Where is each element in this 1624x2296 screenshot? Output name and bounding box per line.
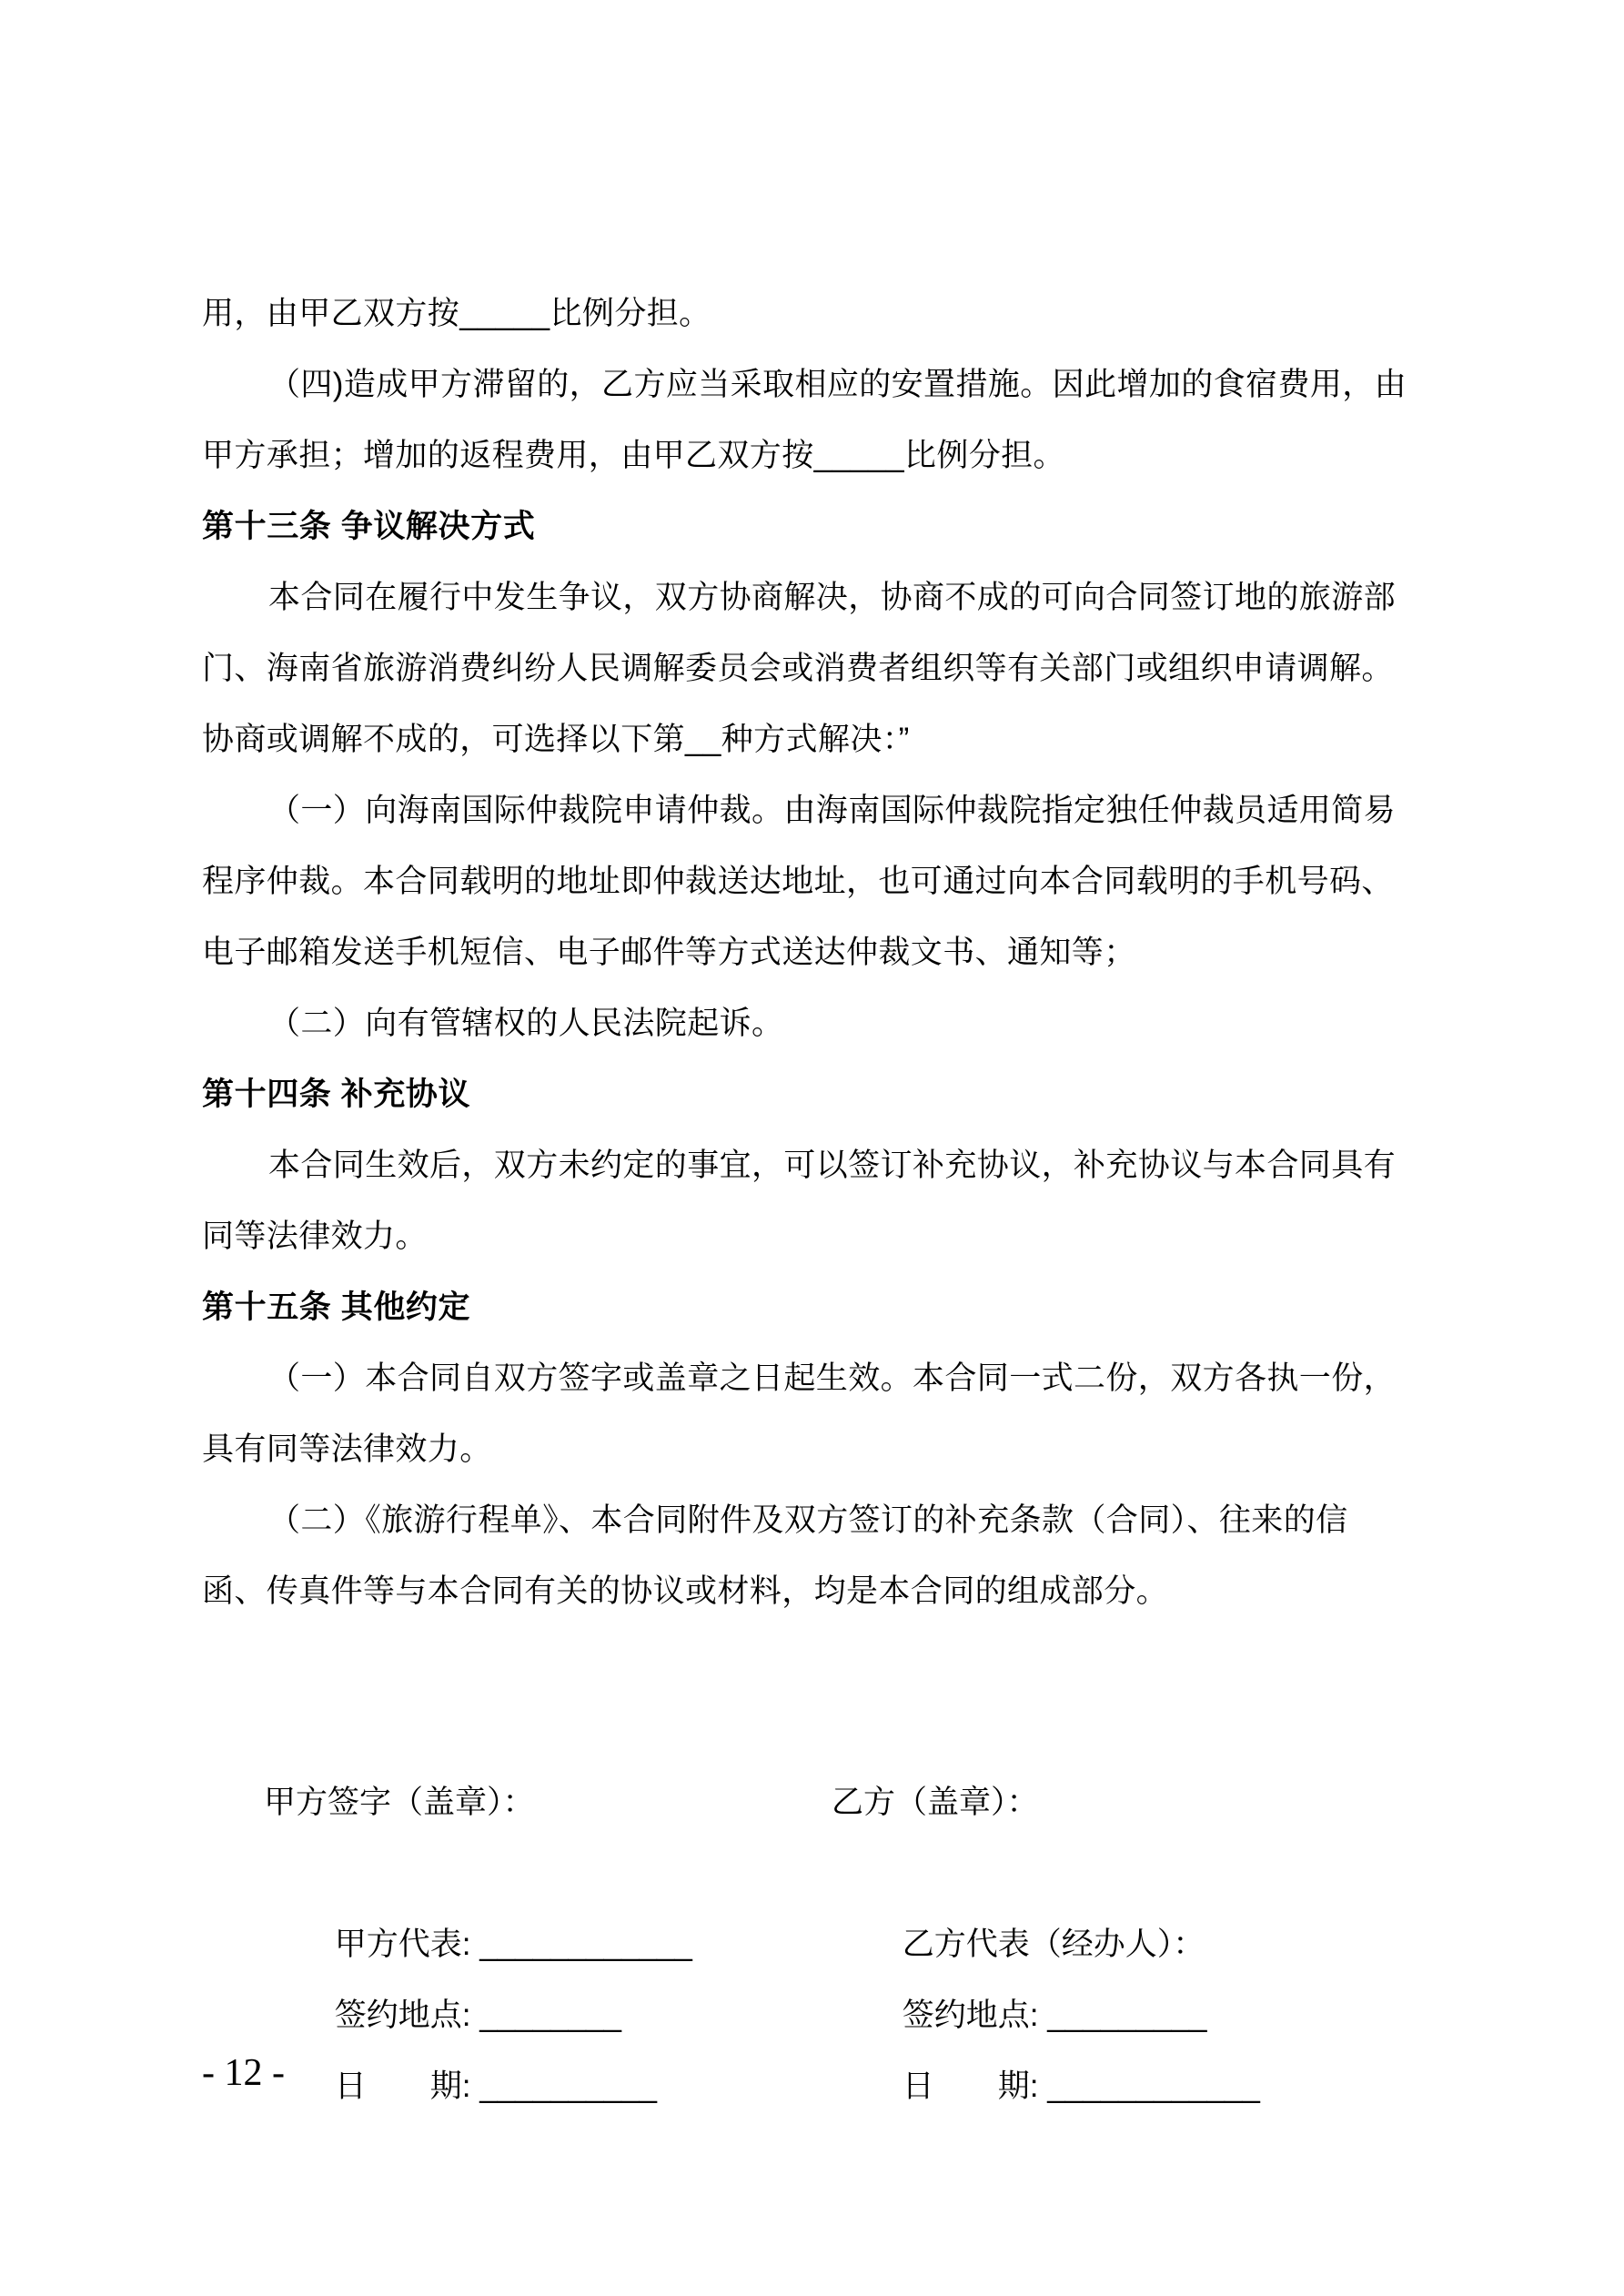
party-a-signature-seal-label: 甲方签字（盖章）：: [264, 1785, 535, 1820]
doc-line: （二）《旅游行程单》、本合同附件及双方签订的补充条款（合同）、往来的信: [268, 1502, 1348, 1538]
party-a-signing-place-blank-line: ________: [479, 1998, 621, 2033]
party-b-signing-place-field: [832, 1909, 1427, 2033]
doc-line: 函、传真件等与本合同有关的协议或材料，均是本合同的组成部分。: [202, 1573, 1169, 1609]
party-a-representative-field: [264, 1838, 832, 1962]
doc-line: 甲方承担；增加的返程费用，由甲乙双方按_____比例分担。: [202, 438, 1065, 473]
doc-line: 用，由甲乙双方按_____比例分担。: [202, 296, 711, 331]
party-b-representative-label: 乙方代表（经办人）：: [902, 1927, 1205, 1962]
page-number: - 12 -: [202, 2052, 285, 2094]
doc-line: （二）向有管辖权的人民法院起诉。: [268, 1006, 784, 1041]
doc-line: 具有同等法律效力。: [202, 1431, 492, 1467]
party-b-representative-field: [832, 1838, 1427, 1962]
party-a-date-label: 日 期:: [334, 2068, 480, 2104]
signature-row-seal: [202, 1767, 1427, 1838]
party-a-representative-label: 甲方代表:: [334, 1927, 480, 1962]
doc-line: 协商或调解不成的，可选择以下第__种方式解决：”: [202, 722, 910, 757]
doc-line: 程序仲裁。本合同载明的地址即仲裁送达地址，也可通过向本合同载明的手机号码、: [202, 864, 1394, 899]
signature-row-representative: [202, 1838, 1427, 1962]
party-b-date-label: 日 期:: [902, 2068, 1048, 2104]
section-heading-article-13: 第十三条 争议解决方式: [202, 509, 536, 544]
party-b-seal-label: 乙方（盖章）：: [832, 1785, 1039, 1820]
doc-line: 本合同在履行中发生争议，双方协商解决，协商不成的可向合同签订地的旅游部: [268, 580, 1397, 615]
doc-line: 门、海南省旅游消费纠纷人民调解委员会或消费者组织等有关部门或组织申请调解。: [202, 651, 1394, 686]
party-b-date-blank-line: ____________: [1047, 2068, 1260, 2104]
doc-line: （一）本合同自双方签字或盖章之日起生效。本合同一式二份，双方各执一份，: [268, 1360, 1397, 1396]
doc-line: （一）向海南国际仲裁院申请仲裁。由海南国际仲裁院指定独任仲裁员适用简易: [268, 793, 1397, 828]
doc-line: 电子邮箱发送手机短信、电子邮件等方式送达仲裁文书、通知等；: [202, 935, 1136, 970]
party-a-signing-place-label: 签约地点:: [334, 1998, 480, 2033]
section-heading-article-15: 第十五条 其他约定: [202, 1290, 471, 1325]
doc-line: 同等法律效力。: [202, 1219, 428, 1254]
party-a-date-blank-line: __________: [479, 2068, 657, 2104]
party-a-signing-place-field: [264, 1909, 832, 2033]
section-heading-article-14: 第十四条 补充协议: [202, 1077, 471, 1112]
signature-block-spacer: [202, 1627, 1427, 1767]
signature-row-place: [202, 1909, 1427, 2033]
party-b-signing-place-label: 签约地点:: [902, 1998, 1048, 2033]
party-a-date-field: [264, 1980, 832, 2104]
party-b-signing-place-blank-line: _________: [1047, 1998, 1207, 2033]
party-a-representative-blank-line: ____________: [479, 1927, 692, 1962]
doc-line: （四)造成甲方滞留的，乙方应当采取相应的安置措施。因此增加的食宿费用，由: [268, 367, 1407, 402]
doc-line: 本合同生效后，双方未约定的事宜，可以签订补充协议，补充协议与本合同具有: [268, 1148, 1397, 1183]
party-b-date-field: [832, 1980, 1427, 2104]
